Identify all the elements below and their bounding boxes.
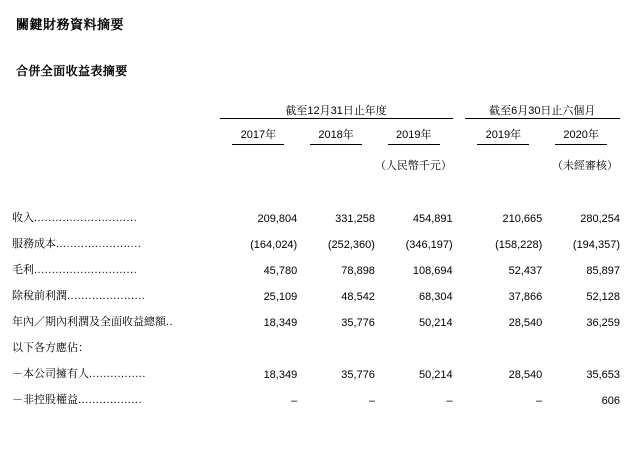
table-group-header-row — [12, 96, 620, 119]
row-value: (164,024) — [250, 239, 298, 251]
unit-note-spacer — [12, 145, 220, 173]
unit-note-row — [12, 145, 620, 173]
row-value: 28,540 — [508, 369, 543, 381]
row-gap — [453, 199, 465, 225]
row-value: 35,776 — [341, 317, 375, 329]
row-label — [12, 199, 220, 225]
row-label-text: 收入 — [12, 212, 34, 224]
row-gap — [453, 277, 465, 303]
row-label — [12, 225, 220, 251]
row-gap — [453, 251, 465, 277]
row-value: (158,228) — [495, 239, 543, 251]
row-label-text: 除稅前利潤 — [12, 290, 67, 302]
row-value: – — [446, 395, 453, 407]
row-value: 18,349 — [263, 369, 298, 381]
spacer-cell-7 — [542, 173, 620, 199]
table-row — [12, 355, 620, 381]
group-header-interim: 截至6月30日止六個月 — [465, 96, 620, 119]
row-label — [12, 355, 220, 381]
row-value: 78,898 — [341, 265, 375, 277]
unit-note-empty-3 — [465, 145, 543, 173]
row-value: 28,540 — [508, 317, 543, 329]
row-value: 48,542 — [341, 291, 375, 303]
subheader-empty-4 — [465, 329, 543, 355]
table-spacer-row — [12, 173, 620, 199]
subheader-empty-1 — [220, 329, 298, 355]
unit-note-empty-1 — [220, 145, 298, 173]
row-value: 606 — [601, 395, 620, 407]
row-value: 454,891 — [412, 213, 453, 225]
subheader-label: 以下各方應佔： — [12, 342, 89, 354]
row-value: (194,357) — [572, 239, 620, 251]
row-value: 210,665 — [502, 213, 543, 225]
spacer-cell-3 — [297, 173, 375, 199]
spacer-cell-6 — [465, 173, 543, 199]
row-value: 18,349 — [263, 317, 298, 329]
unit-note-gap — [453, 145, 465, 173]
page-title: 關鍵財務資料摘要 — [16, 17, 125, 32]
row-value: 45,780 — [263, 265, 298, 277]
row-value: (346,197) — [405, 239, 453, 251]
row-label-dots: ............................. — [34, 212, 138, 224]
table-row — [12, 277, 620, 303]
row-label — [12, 277, 220, 303]
row-value: 25,109 — [263, 291, 298, 303]
row-label-text: 服務成本 — [12, 238, 56, 250]
row-value: 52,437 — [508, 265, 543, 277]
row-value: 35,653 — [586, 369, 620, 381]
column-header-2020-interim-label: 2020年 — [555, 126, 607, 145]
spacer-cell-2 — [220, 173, 298, 199]
row-label-dots: ................ — [89, 368, 146, 380]
subheader-empty-5 — [542, 329, 620, 355]
row-value: 37,866 — [508, 291, 543, 303]
table-subheader-row — [12, 329, 620, 355]
row-value: 35,776 — [341, 369, 375, 381]
column-header-spacer — [12, 119, 220, 146]
financial-summary-table — [12, 96, 620, 407]
row-value: 50,214 — [419, 317, 453, 329]
row-label-text: －本公司擁有人 — [12, 368, 89, 380]
row-label-text: －非控股權益 — [12, 394, 78, 406]
unit-note-unaudited: （未經審核） — [552, 160, 618, 172]
subheader-empty-3 — [375, 329, 453, 355]
table-row — [12, 381, 620, 407]
row-label — [12, 381, 220, 407]
section-title: 合併全面收益表摘要 — [16, 64, 128, 78]
row-label-dots: ........................ — [56, 238, 142, 250]
column-header-2019-annual-label: 2019年 — [388, 126, 440, 145]
column-header-2019-interim — [465, 119, 543, 146]
row-label-text: 年內／期內利潤及全面收益總額 — [12, 316, 166, 328]
row-gap — [453, 303, 465, 329]
column-header-gap — [453, 119, 465, 146]
row-value: – — [291, 395, 298, 407]
row-label — [12, 251, 220, 277]
column-header-2017 — [220, 119, 298, 146]
row-gap — [453, 225, 465, 251]
unit-note-empty-2 — [297, 145, 375, 173]
row-value: 68,304 — [419, 291, 453, 303]
row-value: 85,897 — [586, 265, 620, 277]
table-row — [12, 199, 620, 225]
row-label — [12, 303, 220, 329]
spacer-cell-4 — [375, 173, 453, 199]
column-header-2020-interim — [542, 119, 620, 146]
row-label-text: 毛利 — [12, 264, 34, 276]
column-header-2018-label: 2018年 — [310, 126, 362, 145]
spacer-cell-5 — [453, 173, 465, 199]
row-value: – — [368, 395, 375, 407]
group-header-gap — [453, 96, 465, 119]
group-header-spacer — [12, 96, 220, 119]
row-value: 52,128 — [586, 291, 620, 303]
row-value: – — [536, 395, 543, 407]
row-label-dots: ............................. — [34, 264, 138, 276]
group-header-annual: 截至12月31日止年度 — [220, 96, 453, 119]
row-value: 331,258 — [335, 213, 375, 225]
subheader-gap — [453, 329, 465, 355]
row-value: 50,214 — [419, 369, 453, 381]
spacer-cell-1 — [12, 173, 220, 199]
column-header-2019-interim-label: 2019年 — [477, 126, 529, 145]
row-label-dots: .................. — [78, 394, 143, 406]
column-header-2018 — [297, 119, 375, 146]
column-header-2017-label: 2017年 — [232, 126, 284, 145]
table-column-header-row — [12, 119, 620, 146]
row-value: (252,360) — [327, 239, 375, 251]
row-value: 280,254 — [580, 213, 620, 225]
row-value: 36,259 — [586, 317, 620, 329]
table-row — [12, 225, 620, 251]
column-header-2019-annual — [375, 119, 453, 146]
table-row — [12, 303, 620, 329]
row-gap — [453, 355, 465, 381]
table-row — [12, 251, 620, 277]
unit-note-currency: （人民幣千元） — [374, 160, 452, 172]
row-value: 209,804 — [257, 213, 298, 225]
row-label-dots: .. — [166, 316, 174, 328]
subheader-empty-2 — [297, 329, 375, 355]
row-label-dots: ...................... — [67, 290, 146, 302]
row-gap — [453, 381, 465, 407]
row-value: 108,694 — [412, 265, 453, 277]
